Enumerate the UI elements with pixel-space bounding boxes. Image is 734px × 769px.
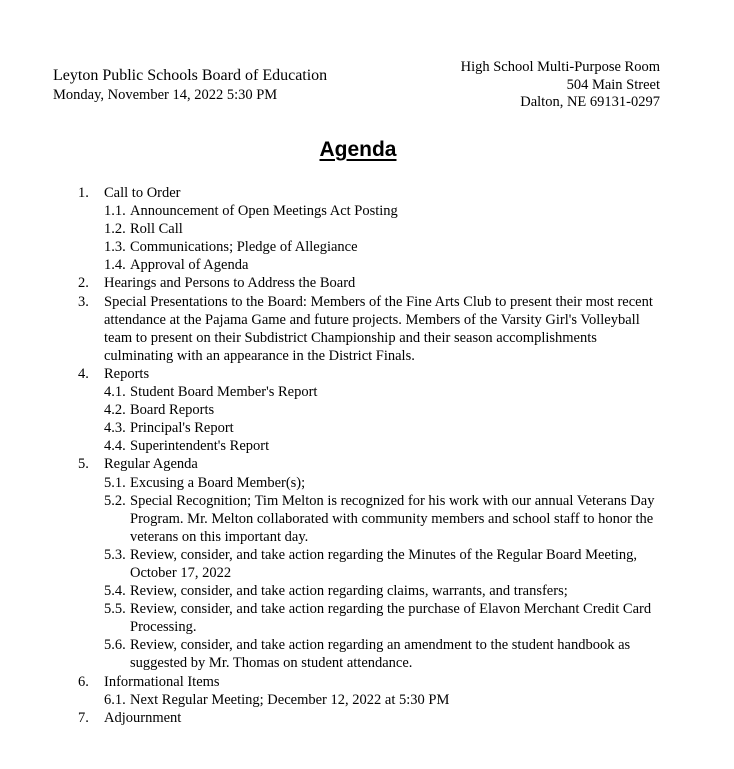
agenda-item-text: Call to Order xyxy=(104,185,181,201)
agenda-subitem xyxy=(78,546,668,582)
agenda-item-number: 5. xyxy=(78,456,89,473)
agenda-subitem-number: 4.3. xyxy=(104,420,126,437)
agenda-item-number: 6. xyxy=(78,673,89,690)
agenda-item-row xyxy=(78,709,668,727)
agenda-item-row xyxy=(78,673,668,691)
agenda-item-row xyxy=(78,274,668,292)
agenda-subitem-text: Excusing a Board Member(s); xyxy=(130,474,306,491)
agenda-subitem xyxy=(78,582,668,600)
agenda-subitem-number: 4.1. xyxy=(104,384,126,401)
agenda-subitem-number: 6.1. xyxy=(104,691,126,708)
agenda-item-number: 7. xyxy=(78,709,89,726)
agenda-subitem xyxy=(78,220,668,238)
agenda-item-number: 4. xyxy=(78,365,89,382)
agenda-subitem xyxy=(78,383,668,401)
agenda-subitem xyxy=(78,600,668,636)
agenda-subitem xyxy=(78,401,668,419)
agenda-subitem-text: Review, consider, and take action regarding the Minutes of the Regular Board Meeting, October 17, 2022 xyxy=(130,546,638,581)
agenda-subitem-text: Approval of Agenda xyxy=(130,257,249,274)
agenda-subitem-number: 1.1. xyxy=(104,203,126,220)
meeting-date: Monday, November 14, 2022 5:30 PM xyxy=(53,87,278,103)
address-line-2: Dalton, NE 69131-0297 xyxy=(520,94,660,110)
agenda-list xyxy=(78,184,668,727)
agenda-subitem xyxy=(78,492,668,546)
agenda-subitem-text: Review, consider, and take action regarding claims, warrants, and transfers; xyxy=(130,583,568,600)
agenda-item xyxy=(78,455,668,672)
agenda-item xyxy=(78,673,668,709)
agenda-subitem xyxy=(78,202,668,220)
agenda-subitem-text: Review, consider, and take action regarding an amendment to the student handbook as suggested by Mr. Thomas on student attendance. xyxy=(130,637,631,672)
meeting-location xyxy=(461,59,660,112)
agenda-subitem xyxy=(78,474,668,492)
agenda-item-text: Informational Items xyxy=(104,673,220,690)
agenda-subitem-text: Review, consider, and take action regarding the purchase of Elavon Merchant Credit Card Processing. xyxy=(130,601,652,636)
agenda-subitem-number: 4.2. xyxy=(104,402,126,419)
agenda-item-number: 3. xyxy=(78,293,89,310)
agenda-subitem-text: Student Board Member's Report xyxy=(130,384,318,401)
agenda-item-text: Hearings and Persons to Address the Board xyxy=(104,275,356,292)
agenda-subitem xyxy=(78,691,668,709)
agenda-item xyxy=(78,184,668,274)
agenda-item xyxy=(78,293,668,365)
agenda-item-number: 2. xyxy=(78,275,89,292)
agenda-subitem-number: 4.4. xyxy=(104,438,126,455)
agenda-item-number: 1. xyxy=(78,185,89,201)
agenda-subitem-number: 5.6. xyxy=(104,637,126,654)
agenda-subitem-number: 1.2. xyxy=(104,221,126,238)
agenda-item-text: Adjournment xyxy=(104,709,182,726)
agenda-subitem-text: Communications; Pledge of Allegiance xyxy=(130,239,358,256)
agenda-item xyxy=(78,274,668,292)
agenda-item-row xyxy=(78,455,668,473)
agenda-subitem-text: Board Reports xyxy=(130,402,215,419)
agenda-subitem-number: 5.2. xyxy=(104,492,126,509)
agenda-subitem xyxy=(78,419,668,437)
agenda-item xyxy=(78,709,668,727)
agenda-subitem-text: Roll Call xyxy=(130,221,183,238)
agenda-item xyxy=(78,365,668,455)
agenda-subitem-number: 1.3. xyxy=(104,239,126,256)
agenda-item-row xyxy=(78,184,668,202)
location-name: High School Multi-Purpose Room xyxy=(460,59,660,75)
agenda-subitem-number: 5.5. xyxy=(104,601,126,618)
meeting-header-left xyxy=(53,66,327,104)
agenda-item-text: Reports xyxy=(104,365,150,382)
agenda-subitem-text: Announcement of Open Meetings Act Posting xyxy=(130,203,398,220)
agenda-item-text: Special Presentations to the Board: Members of the Fine Arts Club to present their most recent attendance at the Pajama Game and future projects. Members of the Varsity Girl's Volleyball team to present on their Subdistrict Championship and their season accomplishments culminating with an appearance in the District Finals. xyxy=(104,293,653,364)
agenda-subitem xyxy=(78,636,668,672)
agenda-subitem-number: 5.3. xyxy=(104,546,126,563)
agenda-item-row xyxy=(78,365,668,383)
organization-name: Leyton Public Schools Board of Education xyxy=(53,67,328,84)
agenda-subitem-number: 1.4. xyxy=(104,257,126,274)
agenda-subitem-text: Special Recognition; Tim Melton is recognized for his work with our annual Veterans Day Program. Mr. Melton collaborated with community members and school staff to honor the veterans on this important day. xyxy=(130,492,655,545)
agenda-subitem xyxy=(78,238,668,256)
agenda-item-row xyxy=(78,293,668,365)
agenda-subitem-number: 5.4. xyxy=(104,583,126,600)
agenda-item-text: Regular Agenda xyxy=(104,456,198,473)
agenda-subitem-text: Principal's Report xyxy=(130,420,234,437)
agenda-subitem xyxy=(78,437,668,455)
agenda-subitem-number: 5.1. xyxy=(104,474,126,491)
address-line-1: 504 Main Street xyxy=(566,76,660,93)
agenda-subitem-text: Superintendent's Report xyxy=(130,438,270,455)
agenda-subitem-text: Next Regular Meeting; December 12, 2022 at 5:30 PM xyxy=(130,691,450,708)
agenda-title: Agenda xyxy=(319,138,397,161)
agenda-subitem xyxy=(78,256,668,274)
